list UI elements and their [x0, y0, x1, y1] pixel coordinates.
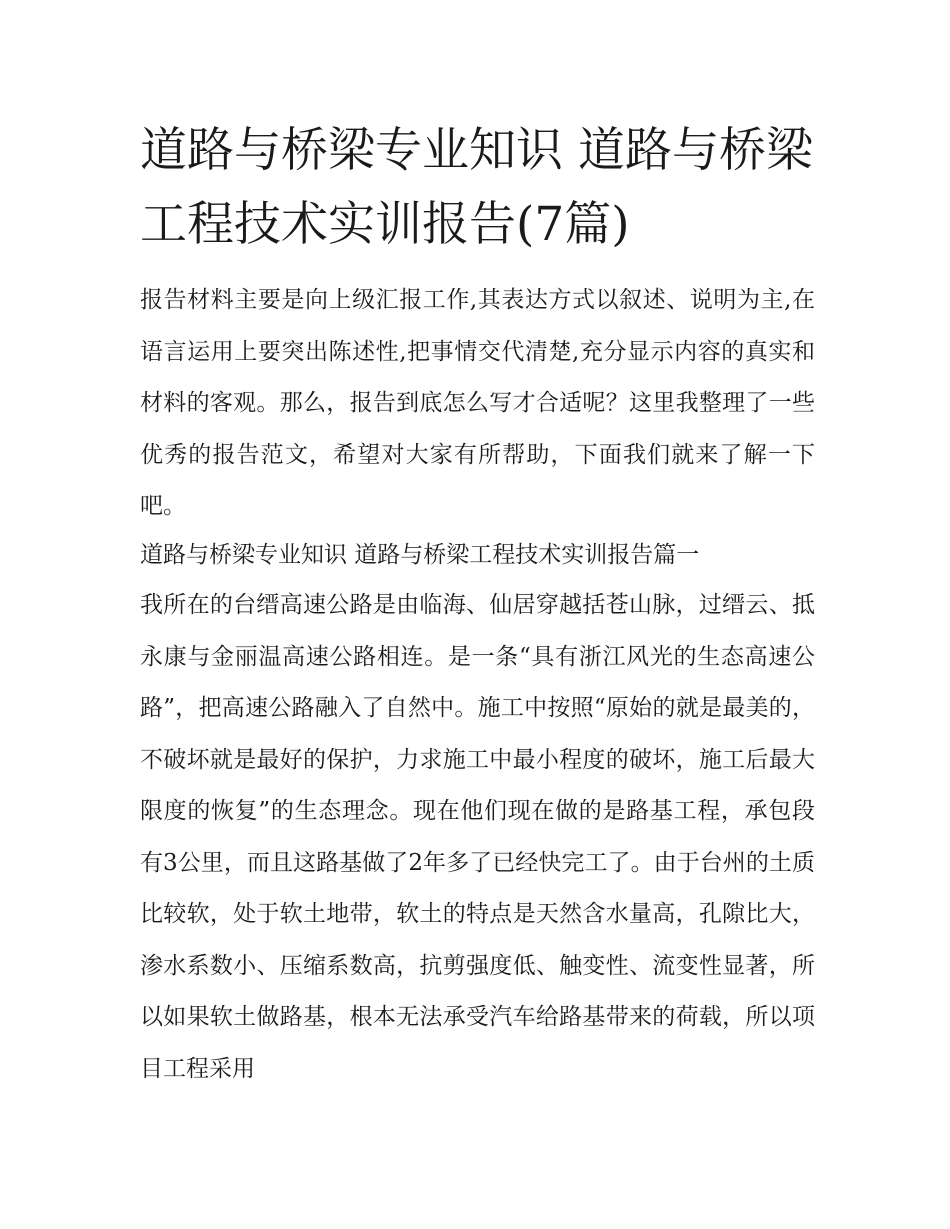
section-heading: 道路与桥梁专业知识 道路与桥梁工程技术实训报告篇一	[140, 542, 700, 568]
intro-paragraph: 报告材料主要是向上级汇报工作,其表达方式以叙述、说明为主,在语言运用上要突出陈述性,把事情交代清楚,充分显示内容的真实和材料的客观。那么，报告到底怎么写才合适呢？这里我整理了一些优秀的报告范文，希望对大家有所帮助，下面我们就来了解一下吧。	[140, 287, 815, 519]
section-body-paragraph: 我所在的台缙高速公路是由临海、仙居穿越括苍山脉，过缙云、抵永康与金丽温高速公路相连。是一条“具有浙江风光的生态高速公路”，把高速公路融入了自然中。施工中按照“原始的就是最美的，不破坏就是最好的保护，力求施工中最小程度的破坏，施工后最大限度的恢复”的生态理念。现在他们现在做的是路基工程，承包段有3公里，而且这路基做了2年多了已经快完工了。由于台州的土质比较软，处于软土地带，软土的特点是天然含水量高，孔隙比大，渗水系数小、压缩系数高，抗剪强度低、触变性、流变性显著，所以如果软土做路基，根本无法承受汽车给路基带来的荷载，所以项目工程采用	[140, 592, 815, 1082]
document-title: 道路与桥梁专业知识 道路与桥梁工程技术实训报告(7篇)	[140, 123, 813, 252]
